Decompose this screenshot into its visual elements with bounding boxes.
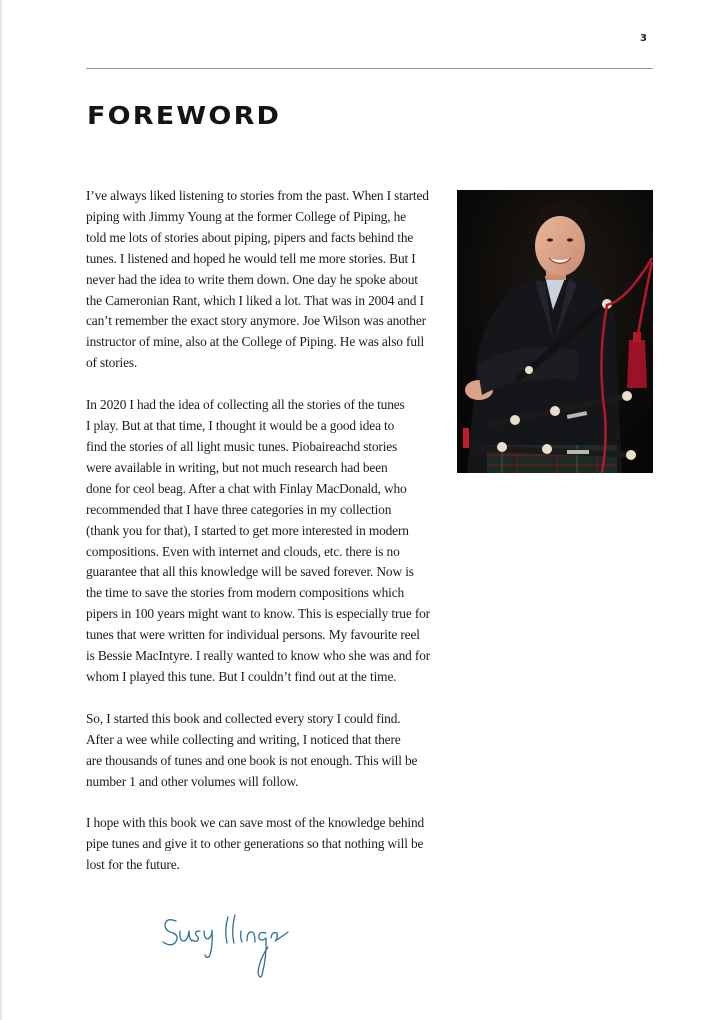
text-line: piping with Jimmy Young at the former College of Piping, he	[86, 208, 406, 224]
text-line: I hope with this book we can save most of the knowledge behind	[86, 815, 425, 831]
text-line: I’ve always liked listening to stories from the past. When I started	[86, 188, 429, 203]
text-line: pipe tunes and give it to other generations so that nothing will be	[86, 836, 424, 852]
text-line: instructor of mine, also at the College of Piping. He was also full	[86, 334, 425, 350]
text-line: were available in writing, but not much research had been	[86, 459, 388, 475]
text-line: After a wee while collecting and writing, I noticed that there	[86, 731, 401, 747]
text-line: whom I played this tune. But I couldn’t find out at the time.	[86, 668, 397, 684]
text-line: the Cameronian Rant, which I liked a lot. That was in 2004 and I	[86, 292, 424, 308]
header-rule	[86, 68, 653, 69]
text-line: pipers in 100 years might want to know. This is especially true for	[86, 606, 430, 622]
text-line: guarantee that all this knowledge will be saved forever. Now is	[86, 564, 414, 580]
text-line: never had the idea to write them down. One day he spoke about	[86, 271, 418, 287]
paragraph-2	[86, 395, 436, 688]
piper-portrait-image	[457, 190, 653, 473]
author-photo	[457, 190, 653, 473]
text-line: tunes. I listened and hoped he would tell me more stories. But I	[86, 250, 416, 266]
text-line: In 2020 I had the idea of collecting all the stories of the tunes	[86, 397, 405, 413]
text-line: compositions. Even with internet and clouds, etc. there is no	[86, 543, 400, 559]
text-line: number 1 and other volumes will follow.	[86, 773, 299, 789]
paragraph-4	[86, 813, 436, 876]
text-line: tunes that were written for individual persons. My favourite reel	[86, 627, 420, 643]
paragraph-3	[86, 709, 436, 793]
text-line: lost for the future.	[86, 857, 180, 873]
author-signature	[158, 905, 298, 985]
page-edge	[0, 0, 2, 1020]
foreword-body	[86, 186, 436, 897]
text-line: done for ceol beag. After a chat with Finlay MacDonald, who	[86, 480, 407, 496]
text-line: is Bessie MacIntyre. I really wanted to know who she was and for	[86, 648, 431, 664]
text-line: are thousands of tunes and one book is not enough. This will be	[86, 752, 418, 768]
text-line: So, I started this book and collected every story I could find.	[86, 710, 401, 726]
text-line: told me lots of stories about piping, pipers and facts behind the	[86, 229, 414, 245]
page-number: 3	[640, 33, 647, 44]
text-line: the time to save the stories from modern compositions which	[86, 585, 405, 601]
text-line: find the stories of all light music tunes. Piobaireachd stories	[86, 438, 398, 454]
text-line: I play. But at that time, I thought it would be a good idea to	[86, 418, 395, 434]
text-line: recommended that I have three categories in my collection	[86, 501, 392, 517]
text-line: (thank you for that), I started to get more interested in modern	[86, 522, 409, 538]
text-line: can’t remember the exact story anymore. Joe Wilson was another	[86, 313, 426, 329]
page-title: FOREWORD	[87, 102, 282, 131]
text-line: of stories.	[86, 355, 138, 371]
paragraph-1	[86, 186, 436, 374]
